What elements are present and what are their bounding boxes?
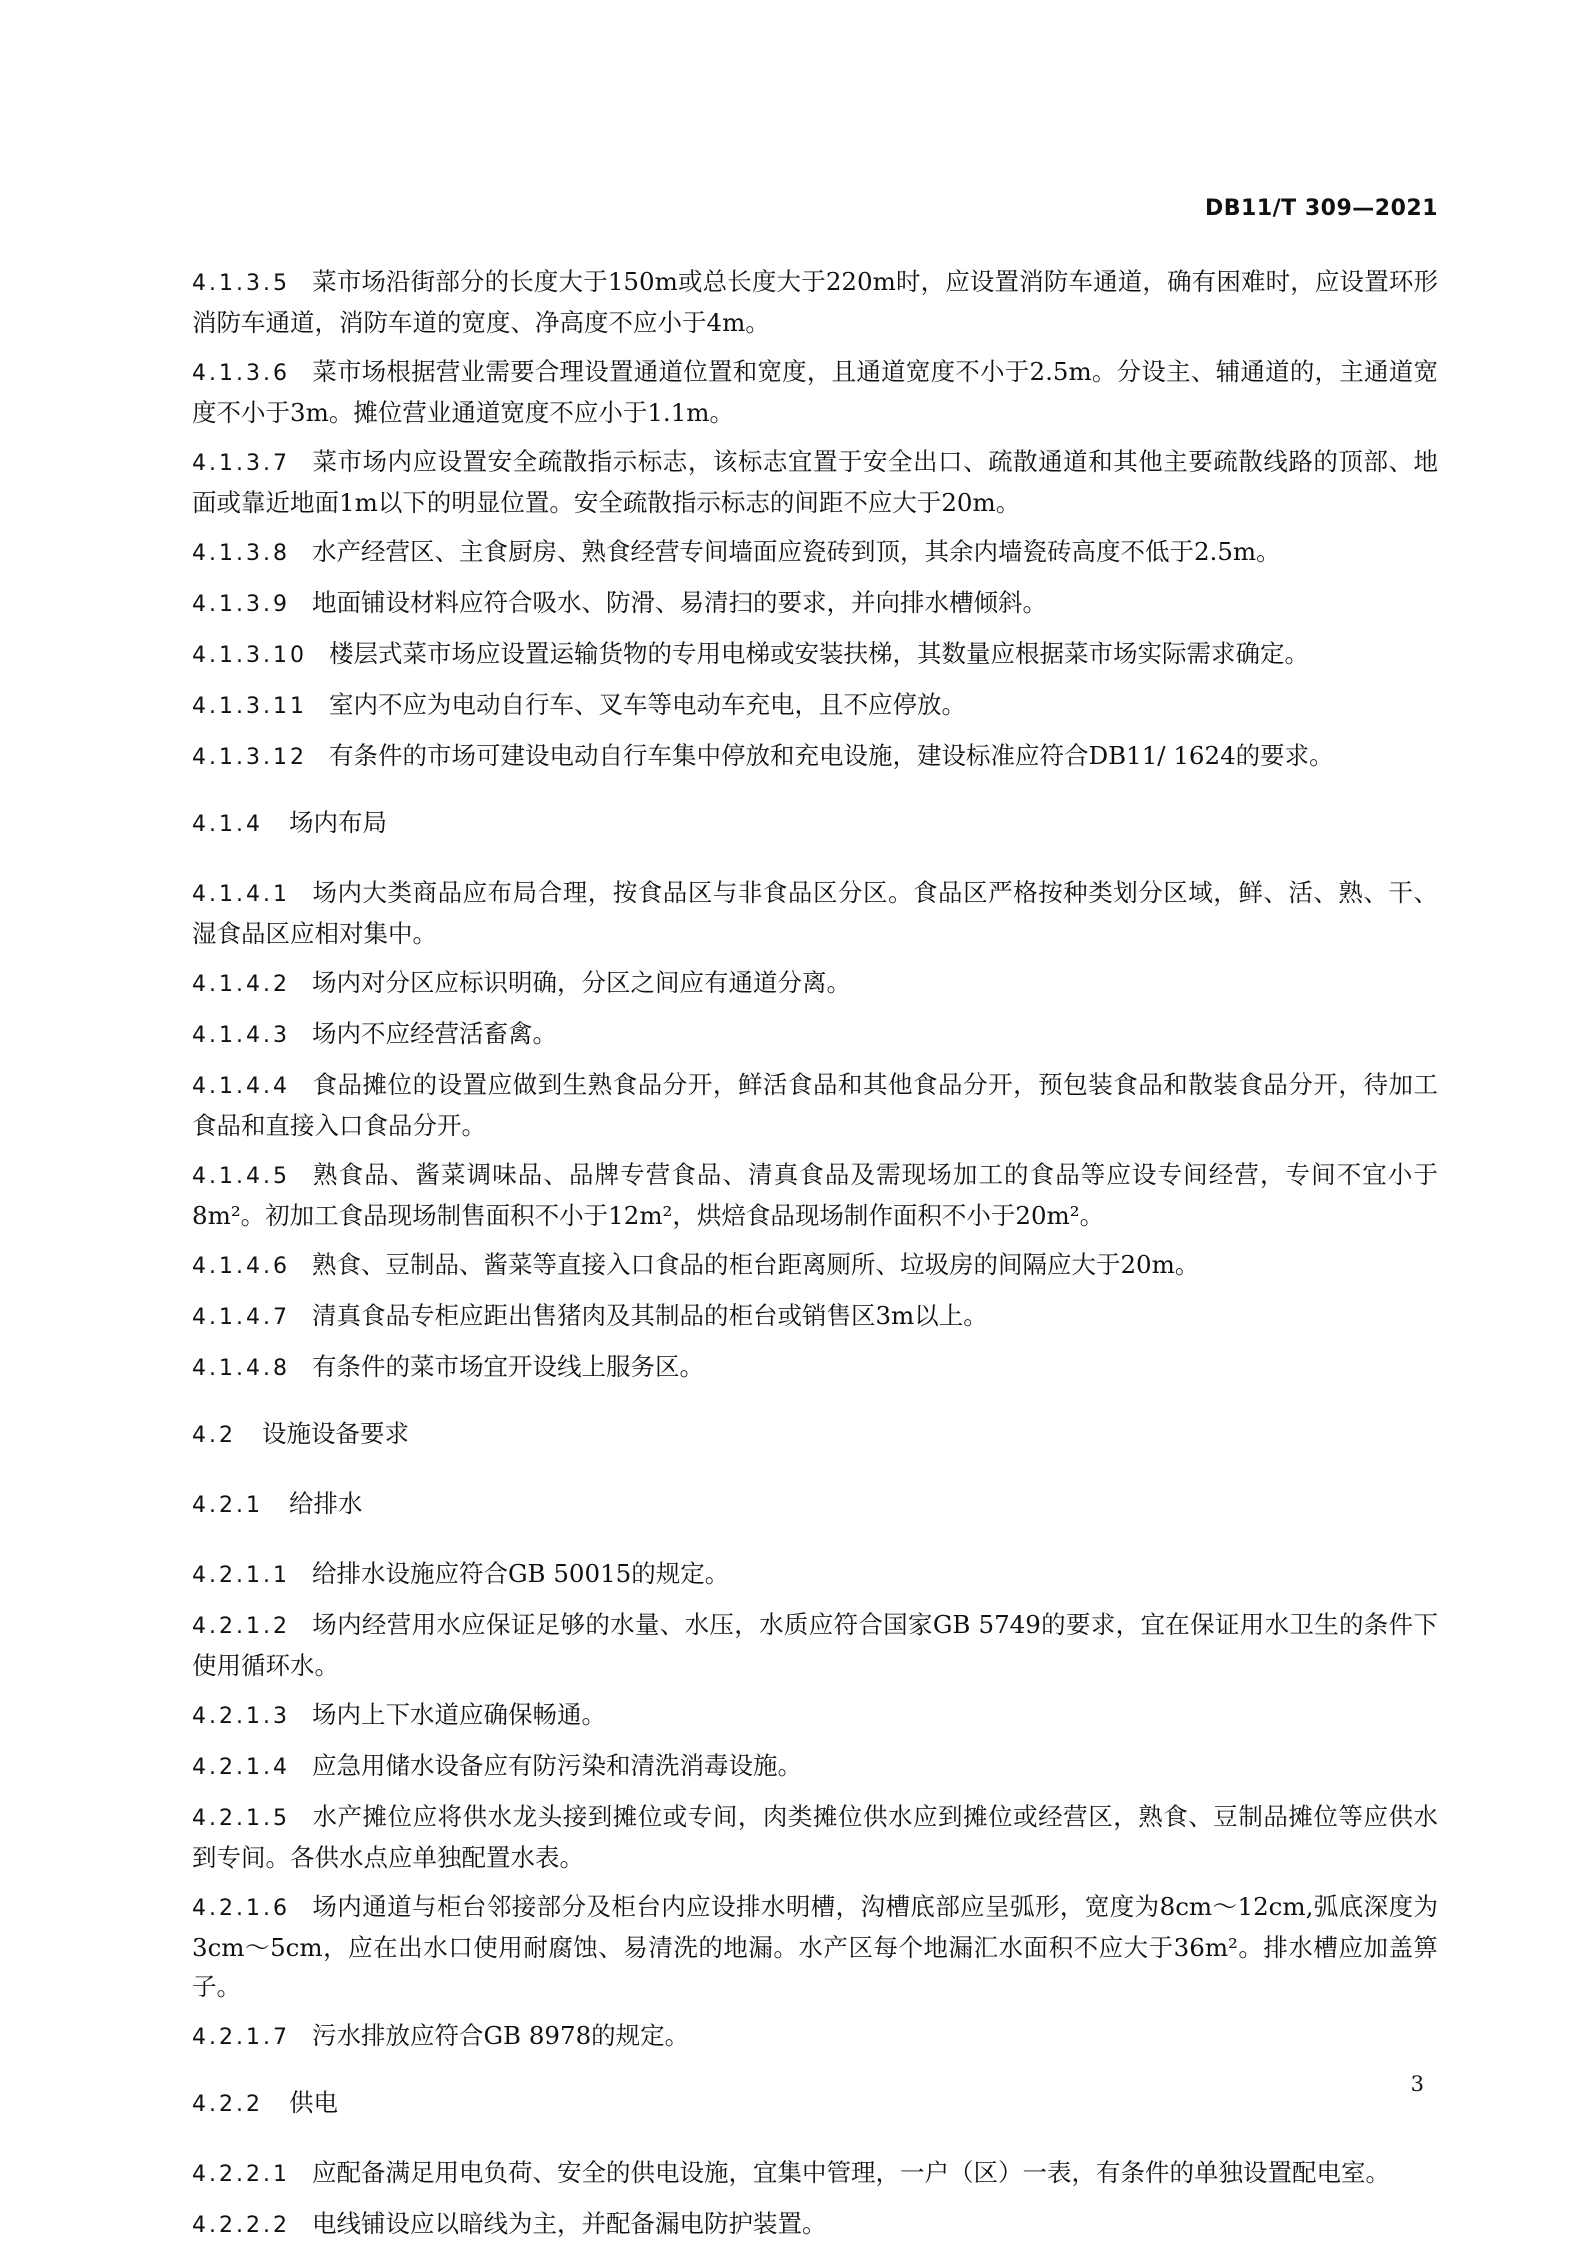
clause-paragraph: [192, 1296, 1438, 1337]
page-number: 3: [1410, 2072, 1424, 2096]
clause-paragraph: [192, 1695, 1438, 1736]
clause-paragraph: [192, 1347, 1438, 1388]
document-code: DB11/T 309—2021: [1205, 196, 1438, 221]
clause-paragraph: [192, 685, 1438, 726]
clause-paragraph: [192, 1245, 1438, 1286]
clause-text: 水产经营区、主食厨房、熟食经营专间墙面应瓷砖到顶，其余内墙瓷砖高度不低于2.5m。: [311, 537, 1281, 566]
heading-text: 场内布局: [288, 808, 387, 837]
clause-text: 清真食品专柜应距出售猪肉及其制品的柜台或销售区3m以上。: [311, 1301, 988, 1330]
clause-paragraph: [192, 1605, 1438, 1685]
document-body: [192, 262, 1438, 2255]
clause-text: 地面铺设材料应符合吸水、防滑、易清扫的要求，并向排水槽倾斜。: [311, 588, 1047, 617]
clause-number: 4.1.3.11: [192, 694, 307, 719]
clause-paragraph: [192, 583, 1438, 624]
clause-text: 熟食、豆制品、酱菜等直接入口食品的柜台距离厕所、垃圾房的间隔应大于20m。: [311, 1250, 1200, 1279]
clause-text: 场内经营用水应保证足够的水量、水压，水质应符合国家GB 5749的要求，宜在保证用水卫生的条件下使用循环水。: [192, 1610, 1438, 1680]
clause-text: 场内大类商品应布局合理，按食品区与非食品区分区。食品区严格按种类划分区域，鲜、活、熟、干、湿食品区应相对集中。: [192, 878, 1438, 948]
heading-text: 设施设备要求: [262, 1419, 409, 1448]
clause-text: 菜市场内应设置安全疏散指示标志，该标志宜置于安全出口、疏散通道和其他主要疏散线路的顶部、地面或靠近地面1m以下的明显位置。安全疏散指示标志的间距不应大于20m。: [192, 447, 1438, 517]
clause-paragraph: [192, 1797, 1438, 1877]
clause-text: 给排水设施应符合GB 50015的规定。: [311, 1559, 730, 1588]
clause-text: 应配备满足用电负荷、安全的供电设施，宜集中管理，一户（区）一表，有条件的单独设置配电室。: [311, 2158, 1390, 2187]
clause-paragraph: [192, 873, 1438, 953]
clause-paragraph: [192, 352, 1438, 432]
clause-number: 4.2.2.2: [192, 2213, 290, 2238]
clause-number: 4.2: [192, 1423, 236, 1448]
clause-paragraph: [192, 634, 1438, 675]
clause-paragraph: [192, 1746, 1438, 1787]
clause-paragraph: [192, 2153, 1438, 2194]
clause-text: 场内上下水道应确保畅通。: [311, 1700, 606, 1729]
clause-number: 4.1.4.4: [192, 1074, 290, 1099]
clause-number: 4.1.3.12: [192, 745, 307, 770]
section-heading: [192, 2083, 1438, 2124]
clause-paragraph: [192, 1014, 1438, 1055]
clause-paragraph: [192, 442, 1438, 522]
clause-text: 污水排放应符合GB 8978的规定。: [311, 2021, 690, 2050]
clause-text: 水产摊位应将供水龙头接到摊位或专间，肉类摊位供水应到摊位或经营区，熟食、豆制品摊位等应供水到专间。各供水点应单独配置水表。: [192, 1802, 1438, 1872]
clause-paragraph: [192, 262, 1438, 342]
section-heading: [192, 803, 1438, 844]
clause-text: 有条件的菜市场宜开设线上服务区。: [311, 1352, 704, 1381]
clause-number: 4.2.2: [192, 2092, 263, 2117]
clause-text: 场内不应经营活畜禽。: [311, 1019, 557, 1048]
clause-text: 楼层式菜市场应设置运输货物的专用电梯或安装扶梯，其数量应根据菜市场实际需求确定。: [328, 639, 1309, 668]
clause-number: 4.1.4.7: [192, 1305, 290, 1330]
heading-text: 供电: [288, 2088, 338, 2117]
clause-number: 4.2.1.6: [192, 1896, 290, 1921]
clause-number: 4.1.3.7: [192, 451, 290, 476]
clause-number: 4.1.4.5: [192, 1164, 290, 1189]
clause-paragraph: [192, 1155, 1438, 1235]
clause-number: 4.1.3.8: [192, 541, 290, 566]
clause-number: 4.2.1.2: [192, 1614, 290, 1639]
clause-number: 4.1.4.8: [192, 1356, 290, 1381]
section-heading: [192, 1484, 1438, 1525]
clause-number: 4.1.3.6: [192, 361, 290, 386]
clause-text: 菜市场沿街部分的长度大于150m或总长度大于220m时，应设置消防车通道，确有困难时，应设置环形消防车通道，消防车道的宽度、净高度不应小于4m。: [192, 267, 1438, 337]
clause-number: 4.2.2.1: [192, 2162, 290, 2187]
clause-number: 4.1.3.9: [192, 592, 290, 617]
clause-paragraph: [192, 963, 1438, 1004]
clause-number: 4.1.4.1: [192, 882, 290, 907]
clause-paragraph: [192, 532, 1438, 573]
clause-paragraph: [192, 2016, 1438, 2057]
clause-text: 场内通道与柜台邻接部分及柜台内应设排水明槽，沟槽底部应呈弧形，宽度为8cm～12cm,弧底深度为3cm～5cm，应在出水口使用耐腐蚀、易清洗的地漏。水产区每个地漏汇水面积不应大于36m²。排水槽应加盖箅子。: [192, 1892, 1438, 2001]
heading-text: 给排水: [288, 1489, 363, 1518]
clause-text: 电线铺设应以暗线为主，并配备漏电防护装置。: [311, 2209, 827, 2238]
clause-paragraph: [192, 736, 1438, 777]
clause-number: 4.1.4: [192, 812, 263, 837]
clause-paragraph: [192, 1554, 1438, 1595]
clause-number: 4.1.4.6: [192, 1254, 290, 1279]
clause-number: 4.2.1: [192, 1493, 263, 1518]
clause-number: 4.1.4.3: [192, 1023, 290, 1048]
clause-text: 场内对分区应标识明确，分区之间应有通道分离。: [311, 968, 851, 997]
clause-paragraph: [192, 1887, 1438, 2006]
section-heading: [192, 1414, 1438, 1455]
clause-paragraph: [192, 1065, 1438, 1145]
clause-number: 4.1.3.5: [192, 271, 290, 296]
clause-text: 食品摊位的设置应做到生熟食品分开，鲜活食品和其他食品分开，预包装食品和散装食品分开，待加工食品和直接入口食品分开。: [192, 1070, 1438, 1140]
clause-text: 熟食品、酱菜调味品、品牌专营食品、清真食品及需现场加工的食品等应设专间经营，专间不宜小于8m²。初加工食品现场制售面积不小于12m²，烘焙食品现场制作面积不小于20m²。: [192, 1160, 1438, 1230]
clause-text: 应急用储水设备应有防污染和清洗消毒设施。: [311, 1751, 802, 1780]
clause-number: 4.2.1.3: [192, 1704, 290, 1729]
clause-text: 菜市场根据营业需要合理设置通道位置和宽度，且通道宽度不小于2.5m。分设主、辅通道的，主通道宽度不小于3m。摊位营业通道宽度不应小于1.1m。: [192, 357, 1438, 427]
clause-text: 有条件的市场可建设电动自行车集中停放和充电设施，建设标准应符合DB11/ 1624的要求。: [328, 741, 1334, 770]
clause-number: 4.2.1.5: [192, 1806, 290, 1831]
clause-number: 4.2.1.7: [192, 2025, 290, 2050]
clause-number: 4.1.4.2: [192, 972, 290, 997]
clause-number: 4.2.1.1: [192, 1563, 290, 1588]
clause-text: 室内不应为电动自行车、叉车等电动车充电，且不应停放。: [328, 690, 966, 719]
clause-number: 4.2.1.4: [192, 1755, 290, 1780]
clause-number: 4.1.3.10: [192, 643, 307, 668]
clause-paragraph: [192, 2204, 1438, 2245]
